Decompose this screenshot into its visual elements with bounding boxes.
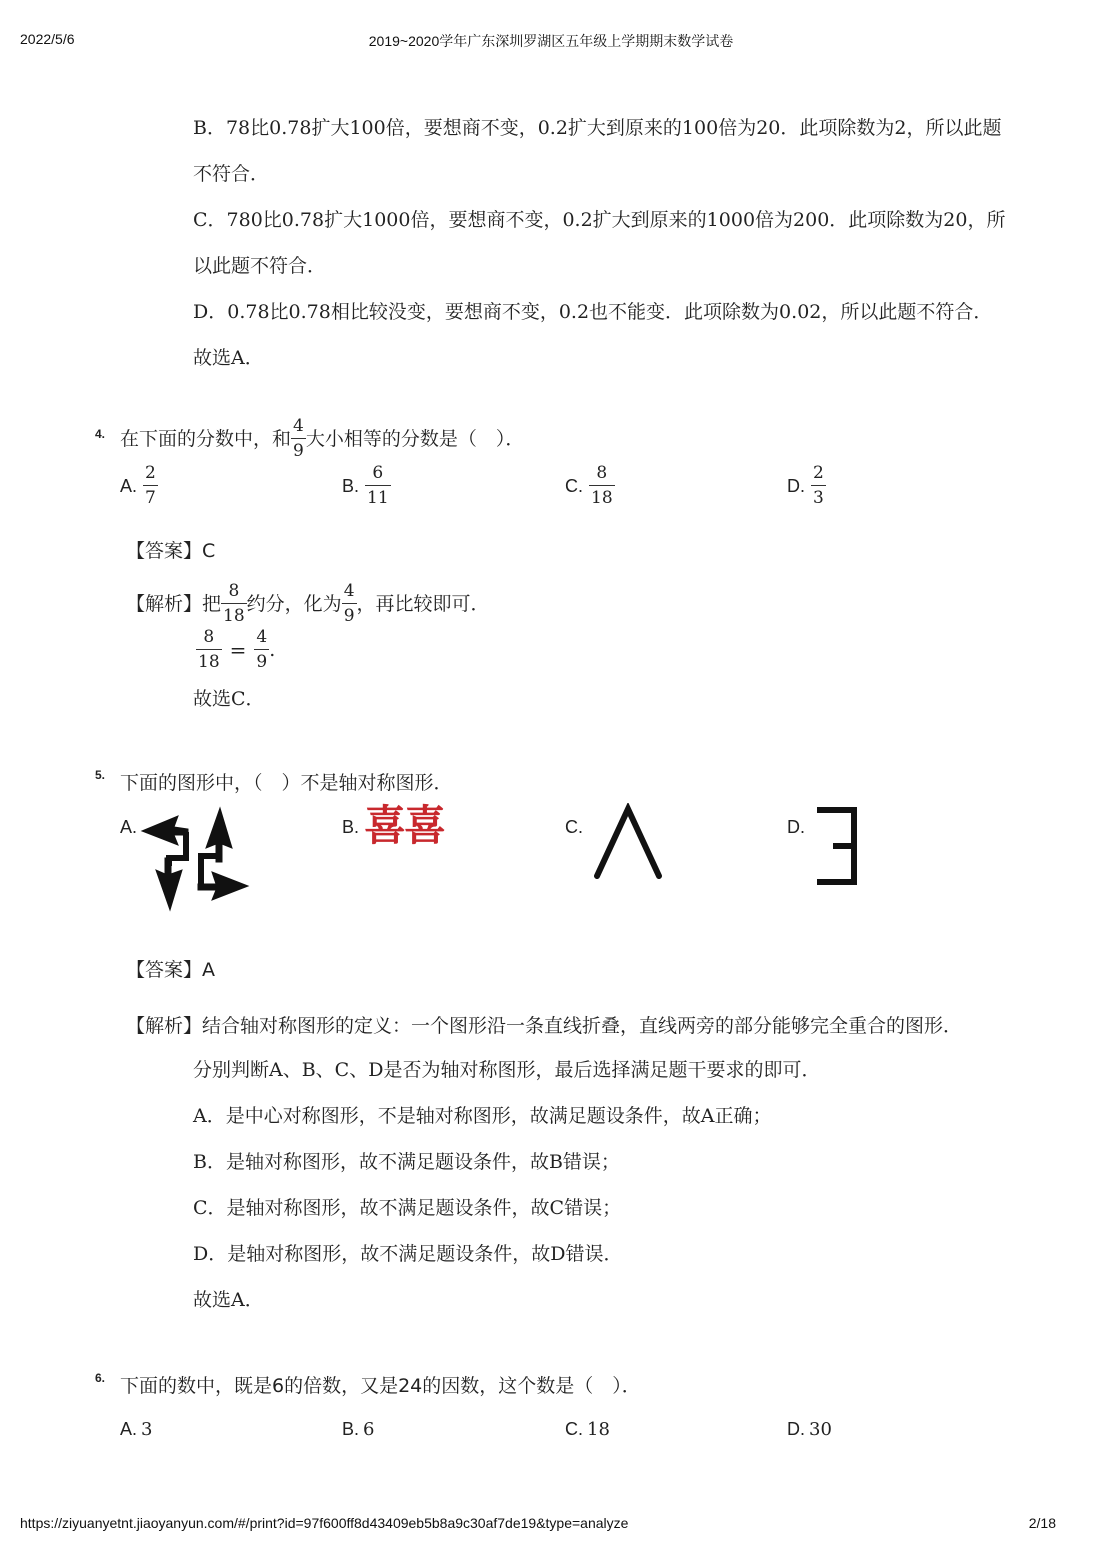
q5-analysis-line-4: B．是轴对称图形，故不满足题设条件，故B错误； [193,1151,620,1173]
q4-answer-value: C [202,540,216,562]
q4-analysis-frac2-den: 9 [343,606,355,626]
q6-option-c [565,1419,610,1440]
q6-option-a-value: 3 [141,1419,153,1440]
q4-option-a-den: 7 [145,488,156,508]
q5-analysis-line-1: 结合轴对称图形的定义：一个图形沿一条直线折叠，直线两旁的部分能够完全重合的图形． [202,1015,963,1037]
q5-option-d-label: D. [787,817,805,837]
page-number: 2/18 [1028,1515,1056,1531]
q5-answer-tag: 【答案】 [126,959,203,981]
q4-analysis-frac2 [342,581,357,627]
q4-option-d-fraction [811,463,826,509]
q6-stem: 下面的数中，既是6的倍数，又是24的因数，这个数是（ ）． [120,1375,641,1397]
q4-conclusion: 故选C． [193,688,265,710]
q5-analysis-line-2: 分别判断A、B、C、D是否为轴对称图形，最后选择满足题干要求的即可． [193,1059,821,1081]
q4-option-a-num: 2 [145,463,156,483]
q4-option-d [787,463,826,509]
q5-option-a-label: A. [120,817,138,837]
q4-analysis [126,581,490,627]
q4-eq-left [196,627,222,673]
q4-option-a [120,463,158,509]
document-title: 2019~2020学年广东深圳罗湖区五年级上学期期末数学试卷 [368,33,734,49]
q4-eq-right [254,627,269,673]
q4-option-b-label: B. [342,475,360,496]
q5-answer [126,958,215,982]
q4-analysis-part1: 把 [202,593,222,615]
q4-analysis-part2: 约分，化为 [246,593,342,615]
q4-option-b-den: 11 [367,488,389,508]
q3-option-d: D．0.78比0.78相比较没变，要想商不变，0.2也不能变．此项除数为0.02，所以此题不符合． [193,301,993,323]
q4-number: 4. [95,427,106,441]
q4-option-c-label: C. [565,475,583,496]
q4-equation [196,627,275,673]
q5-analysis-line-6: D．是轴对称图形，故不满足题设条件，故D错误． [193,1243,623,1265]
letter-a-outline-figure [590,803,666,881]
q6-option-c-label: C. [565,1419,583,1439]
q4-eq-right-den: 9 [256,652,268,672]
q5-analysis-tag: 【解析】 [126,1015,203,1037]
q4-option-c [565,463,615,509]
q4-eq-left-den: 18 [198,652,220,672]
q4-option-d-den: 3 [813,488,824,508]
q4-option-c-fraction [589,463,615,509]
q3-option-b-line2: 不符合． [193,163,270,185]
bracket-three-figure [814,804,864,888]
q4-option-c-num: 8 [596,463,608,483]
q4-option-d-label: D. [787,475,805,496]
q4-analysis-part3: ，再比较即可． [356,593,490,615]
q4-eq-left-num: 8 [203,627,215,647]
q4-option-b-fraction [365,463,391,509]
pinwheel-arrows-figure [140,800,250,915]
q5-option-b-label: B. [342,817,360,837]
q5-option-c-label: C. [565,817,583,837]
q4-option-d-num: 2 [813,463,824,483]
q4-eq-sign: = [229,638,247,662]
q4-option-a-fraction [143,463,158,509]
q4-stem-before: 在下面的分数中，和 [120,428,292,450]
print-date: 2022/5/6 [20,31,75,47]
q5-conclusion: 故选A． [193,1289,264,1311]
q5-number: 5. [95,768,106,782]
q4-option-b-num: 6 [372,463,384,483]
q4-stem-after: 大小相等的分数是（ ）． [305,428,525,450]
q4-stem-frac-den: 9 [293,441,304,461]
q6-option-b-value: 6 [363,1419,375,1440]
q4-option-c-den: 18 [591,488,613,508]
q4-answer [126,539,215,563]
q4-eq-right-num: 4 [256,627,268,647]
q6-option-b [342,1419,374,1440]
q4-analysis-frac1-num: 8 [228,581,240,601]
q4-option-a-label: A. [120,475,138,496]
q3-option-c-line2: 以此题不符合． [193,255,327,277]
q6-option-d-label: D. [787,1419,805,1439]
q4-option-b [342,463,391,509]
q4-answer-tag: 【答案】 [126,540,203,562]
q4-stem-frac-num: 4 [293,416,304,436]
q5-analysis-line-3: A．是中心对称图形，不是轴对称图形，故满足题设条件，故A正确； [193,1105,772,1127]
q5-answer-value: A [202,959,216,981]
q5-stem: 下面的图形中，（ ）不是轴对称图形． [120,772,453,794]
footer-url: https://ziyuanyetnt.jiaoyanyun.com/#/print?id=97f600ff8d43409eb5b8a9c30af7de19&type=analyze [20,1515,629,1531]
q4-analysis-frac2-num: 4 [343,581,355,601]
q6-option-a-label: A. [120,1419,138,1439]
q4-analysis-frac1 [221,581,247,627]
q6-option-b-label: B. [342,1419,360,1439]
q6-option-c-value: 18 [587,1419,610,1440]
double-happiness-figure: 喜喜 [364,801,445,850]
q3-option-c-line1: C．780比0.78扩大1000倍，要想商不变，0.2扩大到原来的1000倍为200．此项除数为20，所 [193,209,1006,231]
q3-option-b-line1: B．78比0.78扩大100倍，要想商不变，0.2扩大到原来的100倍为20．此项除数为2，所以此题 [193,117,1002,139]
q4-analysis-tag: 【解析】 [126,593,203,615]
q6-number: 6. [95,1371,106,1385]
q3-conclusion: 故选A． [193,347,264,369]
q6-option-d-value: 30 [809,1419,832,1440]
q4-stem [120,416,524,462]
q6-option-a [120,1419,152,1440]
q4-eq-end: . [269,639,276,661]
q5-analysis-first [126,1014,962,1038]
q4-analysis-frac1-den: 18 [223,606,245,626]
q4-stem-fraction [291,416,306,462]
q5-analysis-line-5: C．是轴对称图形，故不满足题设条件，故C错误； [193,1197,622,1219]
q6-option-d [787,1419,832,1440]
